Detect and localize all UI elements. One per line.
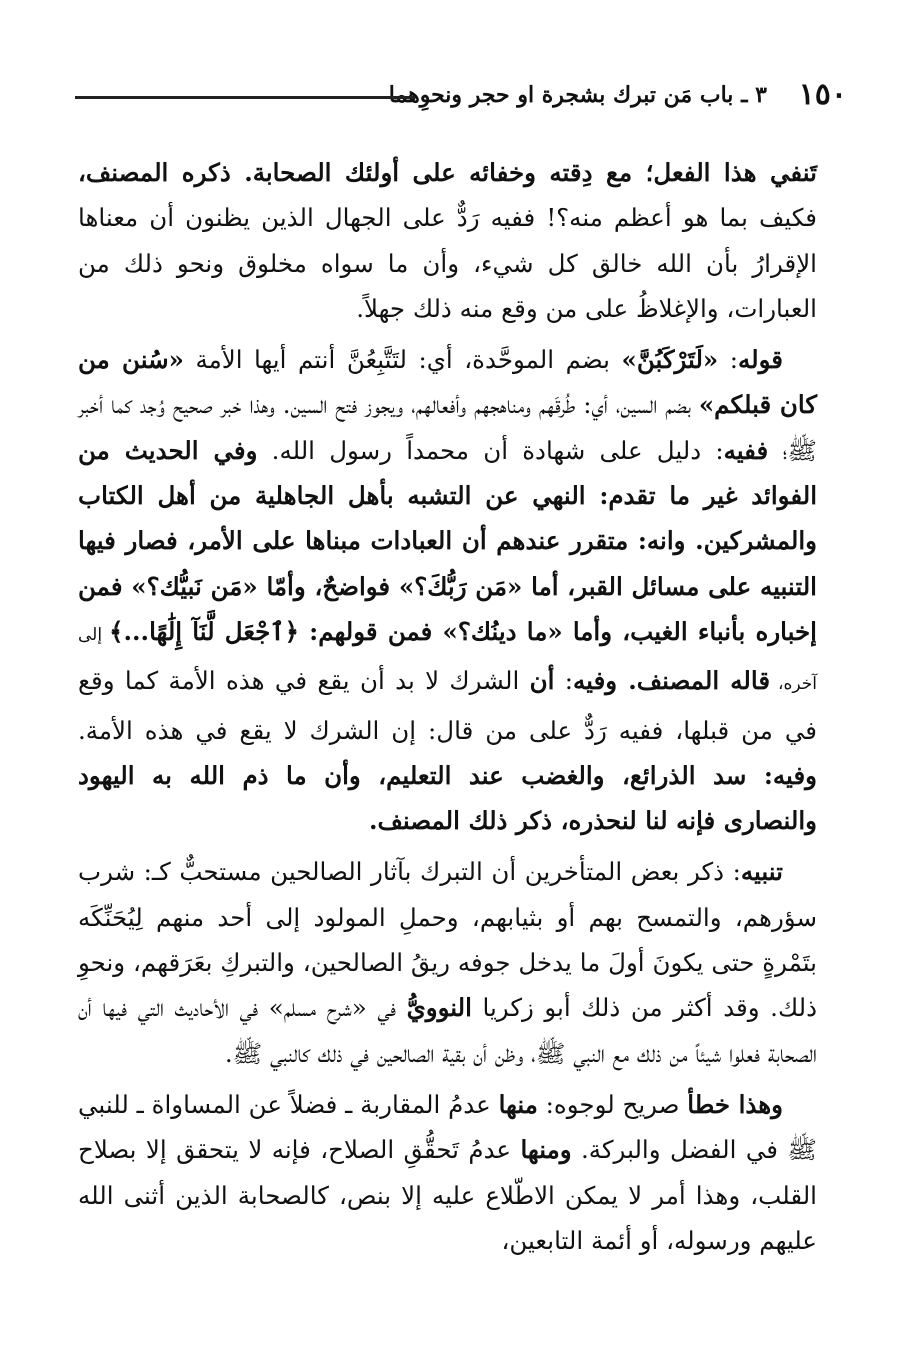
- bold-text: النوويُّ: [406, 993, 472, 1023]
- bold-text: تنبيه: [740, 857, 783, 887]
- bold-text: قاله المصنف. وفيه: [573, 666, 771, 696]
- chapter-title: ٣ ـ باب مَن تبرك بشجرة او حجر ونحوِهما: [388, 82, 767, 108]
- text: فكيف بما هو أعظم منه؟! ففيه رَدٌّ على الجهال الذين يظنون أن معناها الإقرارُ بأن الله خالق كل شيء، وأن ما سواه مخلوق ونحو ذلك من العبارات، والإغلاظُ على من وقع منه ذلك جهلاً.: [78, 203, 817, 323]
- text: عدمُ تَحقُّقِ الصلاح، فإنه لا يتحقق إلا بصلاح القلب، وهذا أمر لا يمكن الاطّلاع عليه إلا بنص، كالصحابة الذين أثنى الله عليهم ورسوله، أو أئمة التابعين،: [78, 1135, 817, 1255]
- bold-text: وهذا خطأ: [687, 1089, 783, 1119]
- body-text: [78, 150, 817, 1269]
- paragraph: [78, 849, 817, 1075]
- bold-text: وفيه: سد الذرائع، والغضب عند التعليم، وأن ما ذم الله به اليهود والنصارى فإنه لنا لنحذره، ذكر ذلك المصنف.: [78, 760, 817, 836]
- bold-text: قوله: [738, 345, 783, 375]
- header-rule: [75, 96, 415, 99]
- bold-text: «لَتَرْكَبُنَّ»: [621, 345, 719, 375]
- bold-text: «سُنن من كان قبلكم»: [78, 345, 817, 420]
- text: إلى آخره،: [78, 624, 817, 695]
- bold-text: منها: [498, 1089, 538, 1119]
- bold-text: وفي الحديث من الفوائد غير ما تقدم: النهي عن التشبه بأهل الجاهلية من أهل الكتاب والمشركين. وانه: متقرر عندهم أن العبادات مبناها على الأمر، فصار فيها التنبيه على مسائل القبر، أما «مَن رَبُّكَ؟» فواضحٌ، وأمّا «مَن نَبيُّك؟» فمن إخباره بأنباء الغيب، وأما «ما دينُك؟» فمن قولهم: ﴿ٱجْعَل لَّنَآ إِلَٰهًا...﴾: [78, 435, 817, 646]
- paragraph: [78, 337, 817, 843]
- bold-text: ومنها: [520, 1135, 572, 1165]
- text: بضم السين، أي: طُرقَهم ومناهجهم وأفعالهم، ويجوز فتح السين. وهذا خبر صحيح وُجد كما أخبر ﷺ؛: [78, 390, 817, 465]
- text: :: [718, 345, 739, 375]
- text: :: [554, 666, 574, 696]
- running-header: [75, 72, 847, 118]
- paragraph: [78, 1082, 817, 1263]
- text: صريح لوجوه:: [537, 1089, 688, 1119]
- bold-text: أن: [529, 666, 555, 696]
- paragraph: [78, 150, 817, 331]
- text: في «شرح مسلم» في الأحاديث التي فيها أن الصحابة فعلوا شيئاً من ذلك مع النبي ﷺ، وظن أن بقية الصالحين في ذلك كالنبي ﷺ.: [78, 993, 817, 1068]
- bold-text: تَنفي هذا الفعل؛ مع دِقته وخفائه على أولئك الصحابة. ذكره المصنف،: [78, 158, 817, 187]
- text: الشرك لا بد أن يقع في هذه الأمة كما وقع في من قبلها، ففيه رَدٌّ على من قال: إن الشرك لا يقع في هذه الأمة.: [78, 666, 817, 745]
- text: : ذكر بعض المتأخرين أن التبرك بآثار الصالحين مستحبٌّ كـ: شرب سؤرهم، والتمسح بهم أو بثيابهم، وحملِ المولود إلى أحد منهم لِيُحَنِّكَه بتَمْرةٍ حتى يكونَ أولَ ما يدخل جوفه ريقُ الصالحين، والتبركِ بعَرَقهم، ونحوِ ذلك. وقد أكثر من ذلك أبو زكريا: [78, 857, 817, 1023]
- text: : دليل على شهادة أن محمداً رسول الله.: [257, 435, 724, 465]
- bold-text: ففيه: [723, 435, 769, 465]
- text: عدمُ المقاربة ـ فضلاً عن المساواة ـ للنبي ﷺ في الفضل والبركة.: [78, 1089, 817, 1165]
- text: بضم الموحَّدة، أي: لتَتَّبِعُنَّ أنتم أيها الأمة: [183, 345, 622, 375]
- page-number: ١٥٠: [798, 77, 847, 112]
